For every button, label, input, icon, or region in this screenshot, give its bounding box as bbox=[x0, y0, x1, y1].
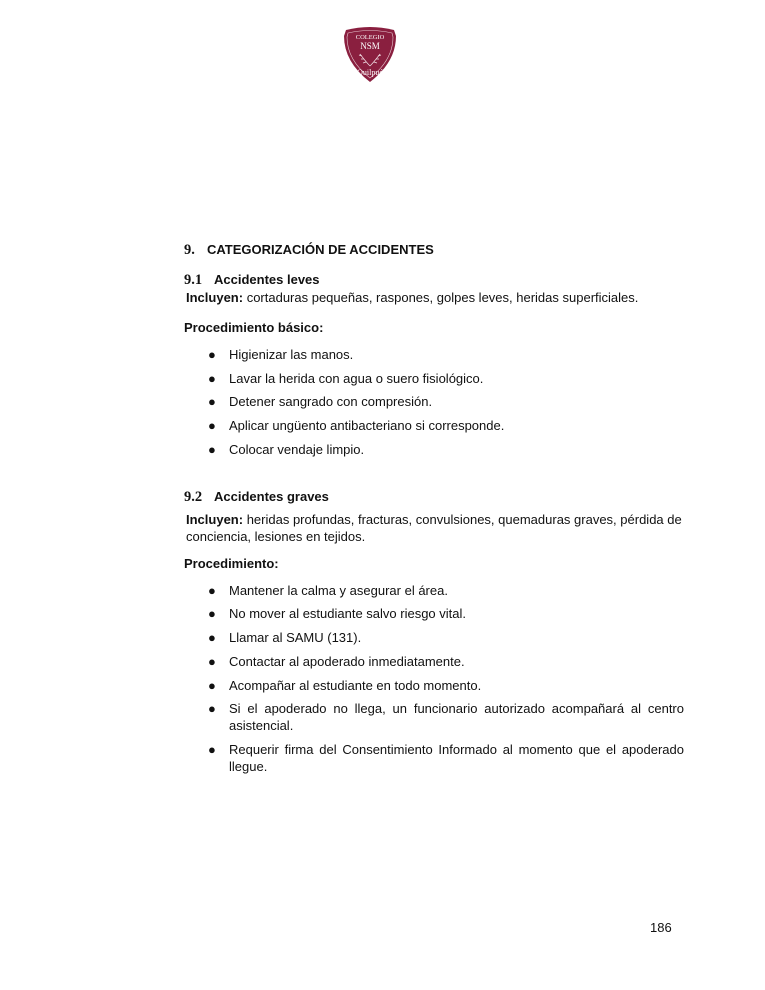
school-crest-logo bbox=[342, 26, 398, 84]
list-item bbox=[184, 677, 684, 694]
bullet-icon: ● bbox=[208, 418, 216, 434]
section-9-1-procedure-label: Procedimiento básico: bbox=[184, 320, 324, 335]
section-9-2-number: 9.2 bbox=[184, 488, 203, 505]
page-number: 186 bbox=[650, 920, 672, 935]
list-item bbox=[184, 370, 684, 387]
list-item-text: Aplicar ungüento antibacteriano si corresponde. bbox=[229, 418, 505, 434]
list-item bbox=[184, 741, 684, 775]
crest-line3: Quilpué bbox=[357, 68, 383, 77]
section-9-2-procedure-list bbox=[184, 582, 684, 775]
list-item-text: Requerir firma del Consentimiento Informado al momento que el apoderado llegue. bbox=[229, 741, 684, 774]
bullet-icon: ● bbox=[208, 677, 216, 693]
bullet-icon: ● bbox=[208, 701, 216, 717]
crest-shield-icon bbox=[342, 26, 398, 84]
list-item-text: Colocar vendaje limpio. bbox=[229, 441, 365, 457]
section-9-2-procedure-label: Procedimiento: bbox=[184, 555, 279, 571]
includes-label: Incluyen: bbox=[186, 511, 244, 527]
includes-text: heridas profundas, fracturas, convulsiones, quemaduras graves, pérdida de conciencia, lesiones en tejidos. bbox=[186, 511, 682, 544]
section-9-2-heading bbox=[184, 488, 684, 506]
bullet-icon: ● bbox=[208, 741, 216, 757]
list-item-text: Higienizar las manos. bbox=[229, 347, 354, 362]
bullet-icon: ● bbox=[208, 606, 216, 622]
list-item-text: Detener sangrado con compresión. bbox=[229, 394, 433, 410]
section-9-2-title: Accidentes graves bbox=[214, 488, 329, 504]
section-9-1-number: 9.1 bbox=[184, 272, 203, 288]
list-item bbox=[184, 393, 684, 410]
list-item bbox=[184, 605, 684, 622]
list-item-text: Acompañar al estudiante en todo momento. bbox=[229, 677, 482, 693]
list-item-text: Mantener la calma y asegurar el área. bbox=[229, 582, 448, 598]
section-9-heading bbox=[184, 241, 684, 259]
list-item-text: Si el apoderado no llega, un funcionario autorizado acompañará al centro asistencial. bbox=[229, 701, 684, 734]
bullet-icon: ● bbox=[208, 370, 216, 386]
list-item bbox=[184, 582, 684, 599]
crest-line2: NSM bbox=[360, 41, 380, 51]
list-item bbox=[184, 441, 684, 458]
section-9-title: CATEGORIZACIÓN DE ACCIDENTES bbox=[207, 242, 434, 257]
includes-text: cortaduras pequeñas, raspones, golpes leves, heridas superficiales. bbox=[243, 290, 639, 305]
list-item bbox=[184, 346, 684, 363]
bullet-icon: ● bbox=[208, 653, 216, 669]
section-9-number: 9. bbox=[184, 242, 195, 258]
list-item bbox=[184, 417, 684, 434]
bullet-icon: ● bbox=[208, 630, 216, 646]
section-9-1-title: Accidentes leves bbox=[214, 272, 320, 287]
list-item-text: Llamar al SAMU (131). bbox=[229, 630, 362, 646]
list-item-text: No mover al estudiante salvo riesgo vital. bbox=[229, 606, 467, 622]
document-body bbox=[184, 241, 684, 782]
list-item bbox=[184, 700, 684, 734]
list-item bbox=[184, 629, 684, 646]
bullet-icon: ● bbox=[208, 347, 216, 362]
list-item-text: Contactar al apoderado inmediatamente. bbox=[229, 653, 465, 669]
section-9-2-includes bbox=[184, 511, 684, 545]
bullet-icon: ● bbox=[208, 582, 216, 598]
section-9-1-procedure-list bbox=[184, 346, 684, 458]
bullet-icon: ● bbox=[208, 441, 216, 457]
list-item-text: Lavar la herida con agua o suero fisiológico. bbox=[229, 370, 484, 386]
bullet-icon: ● bbox=[208, 394, 216, 410]
crest-line1: COLEGIO bbox=[355, 34, 385, 41]
list-item bbox=[184, 653, 684, 670]
includes-label: Incluyen: bbox=[186, 290, 244, 305]
section-9-1-heading bbox=[184, 271, 684, 289]
section-9-1-includes bbox=[184, 289, 684, 306]
